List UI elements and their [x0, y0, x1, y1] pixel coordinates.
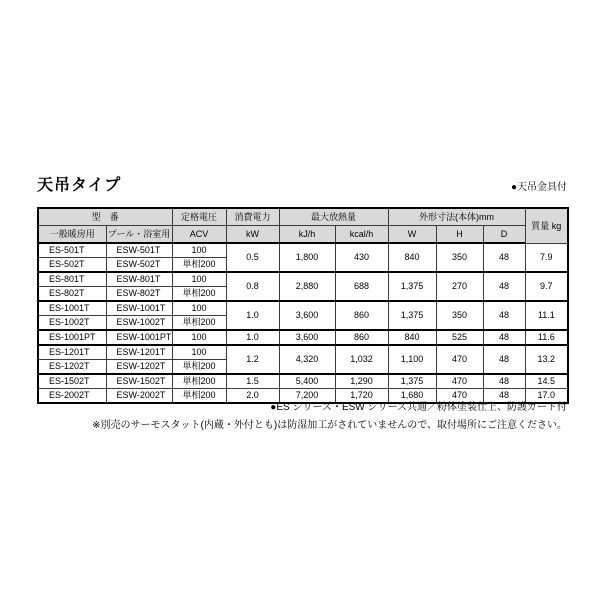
weight-cell: 11.6 — [525, 330, 568, 345]
table-row — [38, 243, 568, 258]
power-kw-cell: 1.0 — [226, 330, 279, 345]
dim-h-cell: 470 — [436, 345, 483, 374]
title-row — [37, 176, 567, 196]
page-title: 天吊タイプ — [37, 177, 122, 194]
header-row-units — [38, 226, 568, 244]
col-header-voltage: 定格電圧 — [172, 208, 226, 226]
dim-w-cell: 1,375 — [388, 301, 436, 330]
table-row — [38, 301, 568, 316]
dim-h-cell: 270 — [436, 272, 483, 301]
col-header-voltage-unit: ACV — [172, 226, 226, 244]
dim-d-cell: 48 — [483, 345, 525, 374]
voltage-cell: 100 — [172, 330, 226, 345]
power-kw-cell: 1.0 — [226, 301, 279, 330]
heat-kcalh-cell: 688 — [335, 272, 388, 301]
note-thermostat: ※別売のサーモスタット(内蔵・外付とも)は防湿加工がされていませんので、取付場所にご注意ください。 — [92, 420, 567, 431]
power-kw-cell: 0.8 — [226, 272, 279, 301]
model-pool-cell: ESW-1502T — [106, 374, 172, 389]
dim-w-cell: 840 — [388, 243, 436, 272]
heat-kcalh-cell: 1,290 — [335, 374, 388, 389]
col-header-model: 型 番 — [38, 208, 172, 226]
col-header-d: D — [483, 226, 525, 244]
dim-d-cell: 48 — [483, 330, 525, 345]
model-pool-cell: ESW-2002T — [106, 389, 172, 404]
col-header-dimensions: 外形寸法(本体)mm — [388, 208, 525, 226]
heat-kjh-cell: 3,600 — [279, 330, 335, 345]
table-row — [38, 389, 568, 404]
heat-kcalh-cell: 430 — [335, 243, 388, 272]
dim-h-cell: 470 — [436, 389, 483, 404]
dim-d-cell: 48 — [483, 243, 525, 272]
model-general-cell: ES-802T — [38, 287, 106, 302]
weight-cell: 13.2 — [525, 345, 568, 374]
model-general-cell: ES-1502T — [38, 374, 106, 389]
voltage-cell: 100 — [172, 301, 226, 316]
power-kw-cell: 1.5 — [226, 374, 279, 389]
weight-cell: 14.5 — [525, 374, 568, 389]
voltage-cell: 単相200 — [172, 389, 226, 404]
dim-h-cell: 470 — [436, 374, 483, 389]
model-general-cell: ES-1001PT — [38, 330, 106, 345]
col-header-kcalh: kcal/h — [335, 226, 388, 244]
model-general-cell: ES-1201T — [38, 345, 106, 360]
model-pool-cell: ESW-801T — [106, 272, 172, 287]
heat-kjh-cell: 1,800 — [279, 243, 335, 272]
heat-kjh-cell: 7,200 — [279, 389, 335, 404]
heat-kcalh-cell: 1,720 — [335, 389, 388, 404]
col-header-w: W — [388, 226, 436, 244]
col-header-kjh: kJ/h — [279, 226, 335, 244]
voltage-cell: 100 — [172, 272, 226, 287]
dim-h-cell: 350 — [436, 243, 483, 272]
voltage-cell: 単相200 — [172, 316, 226, 331]
model-general-cell: ES-1202T — [38, 360, 106, 375]
power-kw-cell: 1.2 — [226, 345, 279, 374]
table-row — [38, 345, 568, 360]
weight-cell: 7.9 — [525, 243, 568, 272]
model-general-cell: ES-502T — [38, 258, 106, 273]
model-general-cell: ES-501T — [38, 243, 106, 258]
power-kw-cell: 2.0 — [226, 389, 279, 404]
model-pool-cell: ESW-1002T — [106, 316, 172, 331]
col-header-weight: 質量 kg — [525, 208, 568, 243]
col-header-power: 消費電力 — [226, 208, 279, 226]
model-pool-cell: ESW-1202T — [106, 360, 172, 375]
col-header-model-pool: プール・浴室用 — [106, 226, 172, 244]
voltage-cell: 100 — [172, 345, 226, 360]
model-pool-cell: ESW-501T — [106, 243, 172, 258]
dim-w-cell: 1,375 — [388, 374, 436, 389]
voltage-cell: 単相200 — [172, 287, 226, 302]
model-general-cell: ES-1001T — [38, 301, 106, 316]
dim-h-cell: 350 — [436, 301, 483, 330]
model-pool-cell: ESW-1001T — [106, 301, 172, 316]
voltage-cell: 単相200 — [172, 258, 226, 273]
dim-w-cell: 1,680 — [388, 389, 436, 404]
weight-cell: 9.7 — [525, 272, 568, 301]
heat-kjh-cell: 2,880 — [279, 272, 335, 301]
power-kw-cell: 0.5 — [226, 243, 279, 272]
heat-kcalh-cell: 860 — [335, 301, 388, 330]
mount-bracket-note: ●天吊金具付 — [510, 182, 567, 193]
dim-d-cell: 48 — [483, 301, 525, 330]
heat-kjh-cell: 5,400 — [279, 374, 335, 389]
header-row-groups — [38, 208, 568, 226]
col-header-model-general: 一般暖房用 — [38, 226, 106, 244]
table-row — [38, 374, 568, 389]
heat-kcalh-cell: 860 — [335, 330, 388, 345]
dim-w-cell: 1,375 — [388, 272, 436, 301]
col-header-h: H — [436, 226, 483, 244]
model-general-cell: ES-1002T — [38, 316, 106, 331]
table-row — [38, 330, 568, 345]
voltage-cell: 100 — [172, 243, 226, 258]
model-pool-cell: ESW-802T — [106, 287, 172, 302]
heat-kcalh-cell: 1,032 — [335, 345, 388, 374]
heat-kjh-cell: 4,320 — [279, 345, 335, 374]
spec-table — [37, 207, 569, 404]
voltage-cell: 単相200 — [172, 360, 226, 375]
col-header-heat: 最大放熱量 — [279, 208, 388, 226]
model-pool-cell: ESW-502T — [106, 258, 172, 273]
model-general-cell: ES-801T — [38, 272, 106, 287]
weight-cell: 11.1 — [525, 301, 568, 330]
table-row — [38, 272, 568, 287]
note-series: ●ES シリーズ・ESW シリーズ共通／粉体塗装仕上、防護ガード付 — [270, 402, 567, 413]
voltage-cell: 単相200 — [172, 374, 226, 389]
dim-h-cell: 525 — [436, 330, 483, 345]
model-pool-cell: ESW-1201T — [106, 345, 172, 360]
footnotes — [27, 402, 567, 438]
col-header-power-unit: kW — [226, 226, 279, 244]
model-general-cell: ES-2002T — [38, 389, 106, 404]
dim-d-cell: 48 — [483, 374, 525, 389]
dim-w-cell: 840 — [388, 330, 436, 345]
dim-d-cell: 48 — [483, 389, 525, 404]
weight-cell: 17.0 — [525, 389, 568, 404]
heat-kjh-cell: 3,600 — [279, 301, 335, 330]
dim-d-cell: 48 — [483, 272, 525, 301]
dim-w-cell: 1,100 — [388, 345, 436, 374]
model-pool-cell: ESW-1001PT — [106, 330, 172, 345]
